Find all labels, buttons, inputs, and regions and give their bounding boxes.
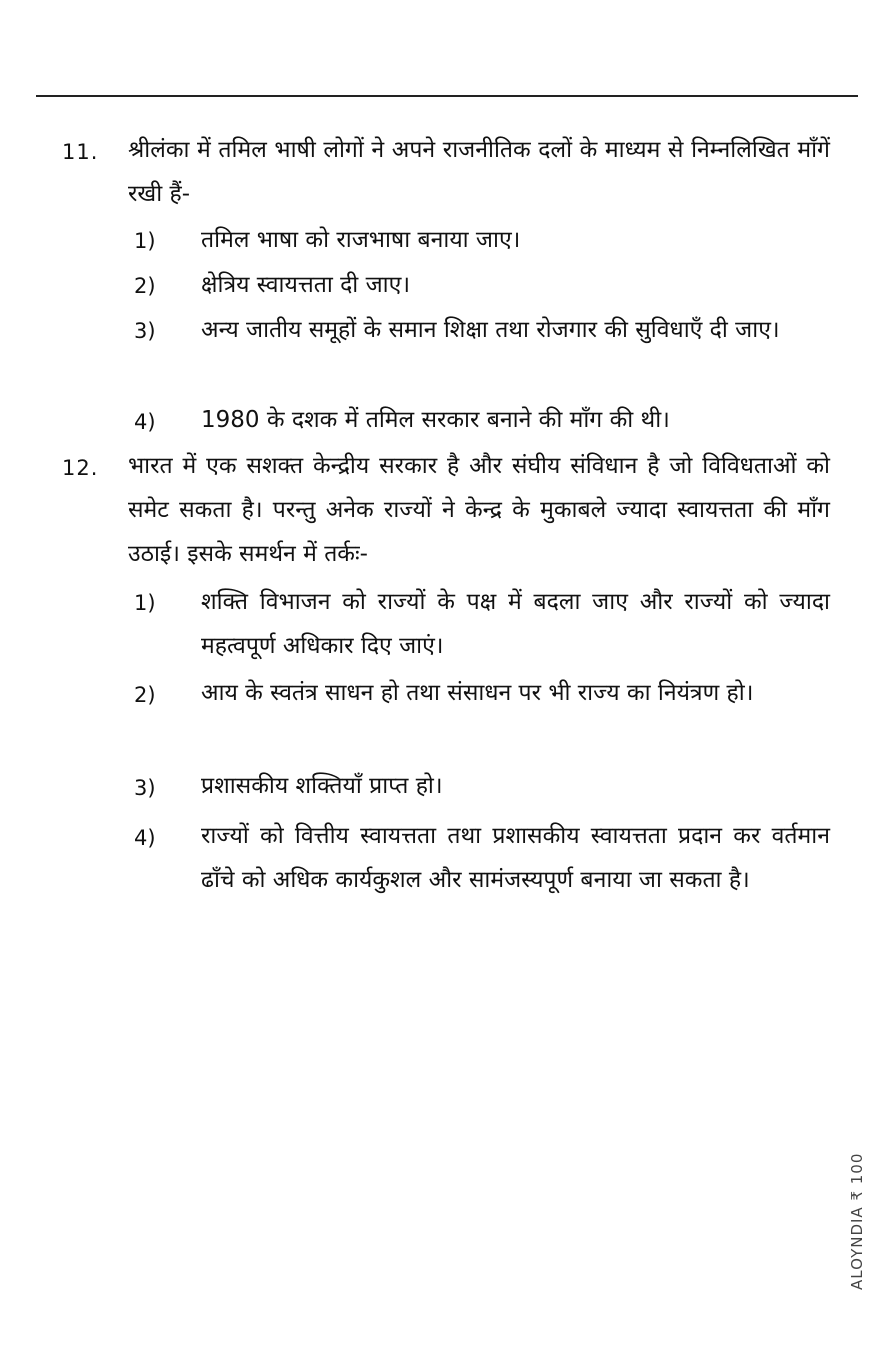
item-number: 4) — [134, 410, 156, 434]
question-text: श्रीलंका में तमिल भाषी लोगों ने अपने राजनीतिक दलों के माध्यम से निम्नलिखित माँगें रखी हैं- — [128, 137, 830, 207]
question-number: 11. — [62, 140, 99, 164]
item-text: प्रशासकीय शक्तियाँ प्राप्त हो। — [201, 773, 443, 799]
item-number: 1) — [134, 229, 156, 253]
item-text: तमिल भाषा को राजभाषा बनाया जाए। — [201, 227, 521, 253]
item-text: 1980 के दशक में तमिल सरकार बनाने की माँग की थी। — [201, 407, 670, 433]
question-number: 12. — [62, 456, 99, 480]
question-text: भारत में एक सशक्त केन्द्रीय सरकार है और संघीय संविधान है जो विविधताओं को समेट सकता है। परन्तु अनेक राज्यों ने केन्द्र के मुकाबले ज्यादा स्वायत्तता की माँग उठाई। इसके समर्थन में तर्कः- — [128, 453, 830, 567]
item-text: आय के स्वतंत्र साधन हो तथा संसाधन पर भी राज्य का नियंत्रण हो। — [201, 680, 754, 706]
item-number: 3) — [134, 319, 156, 343]
item-number: 2) — [134, 683, 156, 707]
item-number: 3) — [134, 776, 156, 800]
item-text: शक्ति विभाजन को राज्यों के पक्ष में बदला जाए और राज्यों को ज्यादा महत्वपूर्ण अधिकार दिए जाएं। — [201, 589, 830, 659]
item-text: क्षेत्रिय स्वायत्तता दी जाए। — [201, 272, 411, 298]
item-number: 4) — [134, 826, 156, 850]
item-text: राज्यों को वित्तीय स्वायत्तता तथा प्रशासकीय स्वायत्तता प्रदान कर वर्तमान ढाँचे को अधिक कार्यकुशल और सामंजस्यपूर्ण बनाया जा सकता है। — [201, 823, 830, 893]
item-text: अन्य जातीय समूहों के समान शिक्षा तथा रोजगार की सुविधाएँ दी जाए। — [201, 317, 780, 343]
item-number: 1) — [134, 591, 156, 615]
margin-stamp: ALOYNDIA ₹ 100 — [848, 1152, 866, 1290]
item-number: 2) — [134, 274, 156, 298]
header-rule — [36, 95, 858, 97]
